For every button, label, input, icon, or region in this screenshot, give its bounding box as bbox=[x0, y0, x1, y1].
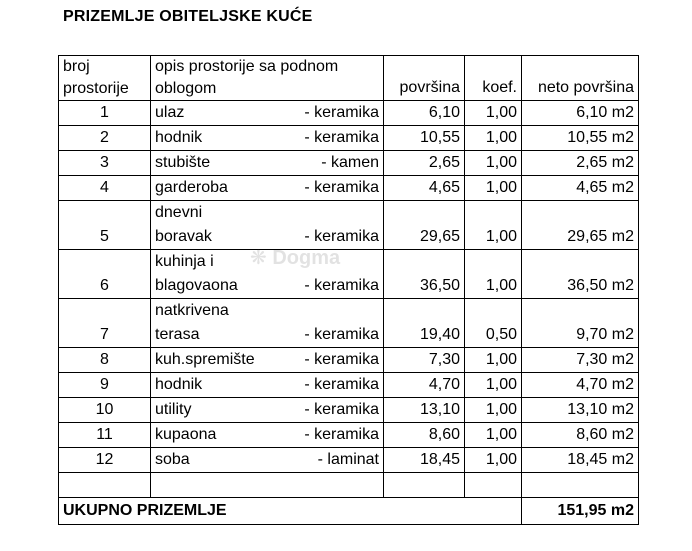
header-coef: koef. bbox=[465, 56, 522, 101]
floor-covering: - keramika bbox=[304, 326, 379, 343]
empty-cell bbox=[522, 473, 639, 498]
room-name: kupaona bbox=[155, 426, 217, 443]
room-description bbox=[151, 151, 384, 176]
table-row bbox=[59, 423, 639, 448]
room-description bbox=[151, 448, 384, 473]
header-description bbox=[151, 56, 384, 101]
coef-value: 1,00 bbox=[465, 423, 522, 448]
header-net-area: neto površina bbox=[522, 56, 639, 101]
net-area-value: 2,65 m2 bbox=[522, 151, 639, 176]
table-row bbox=[59, 373, 639, 398]
coef-value: 1,00 bbox=[465, 201, 522, 250]
room-number: 8 bbox=[59, 348, 151, 373]
room-description bbox=[151, 126, 384, 151]
net-area-value: 8,60 m2 bbox=[522, 423, 639, 448]
floor-covering: - keramika bbox=[304, 129, 379, 146]
total-label: UKUPNO PRIZEMLJE bbox=[59, 498, 522, 525]
coef-value: 1,00 bbox=[465, 176, 522, 201]
room-number: 6 bbox=[59, 250, 151, 299]
table-row bbox=[59, 101, 639, 126]
net-area-value: 4,65 m2 bbox=[522, 176, 639, 201]
floor-covering: - keramika bbox=[304, 104, 379, 121]
room-name-line1: natkrivena bbox=[155, 302, 229, 319]
floor-covering: - kamen bbox=[321, 154, 379, 171]
room-number: 7 bbox=[59, 299, 151, 348]
room-description bbox=[151, 176, 384, 201]
area-value: 19,40 bbox=[384, 299, 465, 348]
room-number: 1 bbox=[59, 101, 151, 126]
table-row bbox=[59, 448, 639, 473]
room-name: soba bbox=[155, 451, 190, 468]
floor-covering: - keramika bbox=[304, 228, 379, 245]
room-description bbox=[151, 373, 384, 398]
area-value: 8,60 bbox=[384, 423, 465, 448]
coef-value: 1,00 bbox=[465, 348, 522, 373]
area-value: 18,45 bbox=[384, 448, 465, 473]
empty-row bbox=[59, 473, 639, 498]
room-table bbox=[58, 55, 639, 525]
coef-value: 1,00 bbox=[465, 373, 522, 398]
header-no-line1: broj bbox=[63, 58, 90, 75]
floor-covering: - keramika bbox=[304, 351, 379, 368]
net-area-value: 29,65 m2 bbox=[522, 201, 639, 250]
table-row bbox=[59, 201, 639, 250]
net-area-value: 18,45 m2 bbox=[522, 448, 639, 473]
net-area-value: 10,55 m2 bbox=[522, 126, 639, 151]
header-desc-line1: opis prostorije sa podnom bbox=[155, 58, 339, 75]
table-row bbox=[59, 151, 639, 176]
room-name: blagovaona bbox=[155, 277, 238, 294]
room-description bbox=[151, 348, 384, 373]
coef-value: 1,00 bbox=[465, 151, 522, 176]
room-name: kuh.spremište bbox=[155, 351, 255, 368]
header-area: površina bbox=[384, 56, 465, 101]
area-value: 10,55 bbox=[384, 126, 465, 151]
room-number: 9 bbox=[59, 373, 151, 398]
room-name: utility bbox=[155, 401, 192, 418]
floor-covering: - keramika bbox=[304, 426, 379, 443]
area-value: 29,65 bbox=[384, 201, 465, 250]
table-row bbox=[59, 126, 639, 151]
room-name: hodnik bbox=[155, 376, 203, 393]
room-number: 2 bbox=[59, 126, 151, 151]
coef-value: 1,00 bbox=[465, 448, 522, 473]
area-value: 7,30 bbox=[384, 348, 465, 373]
room-description bbox=[151, 423, 384, 448]
net-area-value: 7,30 m2 bbox=[522, 348, 639, 373]
area-value: 2,65 bbox=[384, 151, 465, 176]
table-row bbox=[59, 250, 639, 299]
room-name: hodnik bbox=[155, 129, 203, 146]
room-name: terasa bbox=[155, 326, 200, 343]
floor-covering: - keramika bbox=[304, 376, 379, 393]
page-title: PRIZEMLJE OBITELJSKE KUĆE bbox=[63, 8, 313, 25]
floor-covering: - keramika bbox=[304, 179, 379, 196]
coef-value: 1,00 bbox=[465, 126, 522, 151]
room-description bbox=[151, 250, 384, 299]
net-area-value: 13,10 m2 bbox=[522, 398, 639, 423]
header-no-line2: prostorije bbox=[63, 80, 129, 97]
watermark-logo: ❋ Dogma bbox=[250, 247, 341, 269]
table-row bbox=[59, 299, 639, 348]
room-number: 10 bbox=[59, 398, 151, 423]
total-row bbox=[59, 498, 639, 525]
area-value: 36,50 bbox=[384, 250, 465, 299]
empty-cell bbox=[59, 473, 151, 498]
floor-covering: - keramika bbox=[304, 277, 379, 294]
area-value: 4,70 bbox=[384, 373, 465, 398]
area-value: 4,65 bbox=[384, 176, 465, 201]
room-number: 5 bbox=[59, 201, 151, 250]
room-name-line1: dnevni bbox=[155, 204, 203, 221]
coef-value: 1,00 bbox=[465, 250, 522, 299]
net-area-value: 4,70 m2 bbox=[522, 373, 639, 398]
total-value: 151,95 m2 bbox=[522, 498, 639, 525]
room-description bbox=[151, 101, 384, 126]
room-number: 4 bbox=[59, 176, 151, 201]
empty-cell bbox=[465, 473, 522, 498]
coef-value: 1,00 bbox=[465, 101, 522, 126]
header-desc-line2: oblogom bbox=[155, 80, 217, 97]
table-row bbox=[59, 348, 639, 373]
coef-value: 1,00 bbox=[465, 398, 522, 423]
floor-covering: - laminat bbox=[317, 451, 379, 468]
net-area-value: 36,50 m2 bbox=[522, 250, 639, 299]
room-name: boravak bbox=[155, 228, 212, 245]
room-name-line1: kuhinja i bbox=[155, 253, 214, 270]
room-number: 3 bbox=[59, 151, 151, 176]
room-description bbox=[151, 299, 384, 348]
room-description bbox=[151, 398, 384, 423]
room-number: 11 bbox=[59, 423, 151, 448]
area-value: 13,10 bbox=[384, 398, 465, 423]
net-area-value: 6,10 m2 bbox=[522, 101, 639, 126]
table-row bbox=[59, 176, 639, 201]
room-name: ulaz bbox=[155, 104, 185, 121]
area-value: 6,10 bbox=[384, 101, 465, 126]
coef-value: 0,50 bbox=[465, 299, 522, 348]
net-area-value: 9,70 m2 bbox=[522, 299, 639, 348]
room-description bbox=[151, 201, 384, 250]
header-room-number bbox=[59, 56, 151, 101]
room-number: 12 bbox=[59, 448, 151, 473]
floor-covering: - keramika bbox=[304, 401, 379, 418]
empty-cell bbox=[384, 473, 465, 498]
empty-cell bbox=[151, 473, 384, 498]
room-name: garderoba bbox=[155, 179, 228, 196]
header-row bbox=[59, 56, 639, 101]
room-name: stubište bbox=[155, 154, 211, 171]
table-row bbox=[59, 398, 639, 423]
